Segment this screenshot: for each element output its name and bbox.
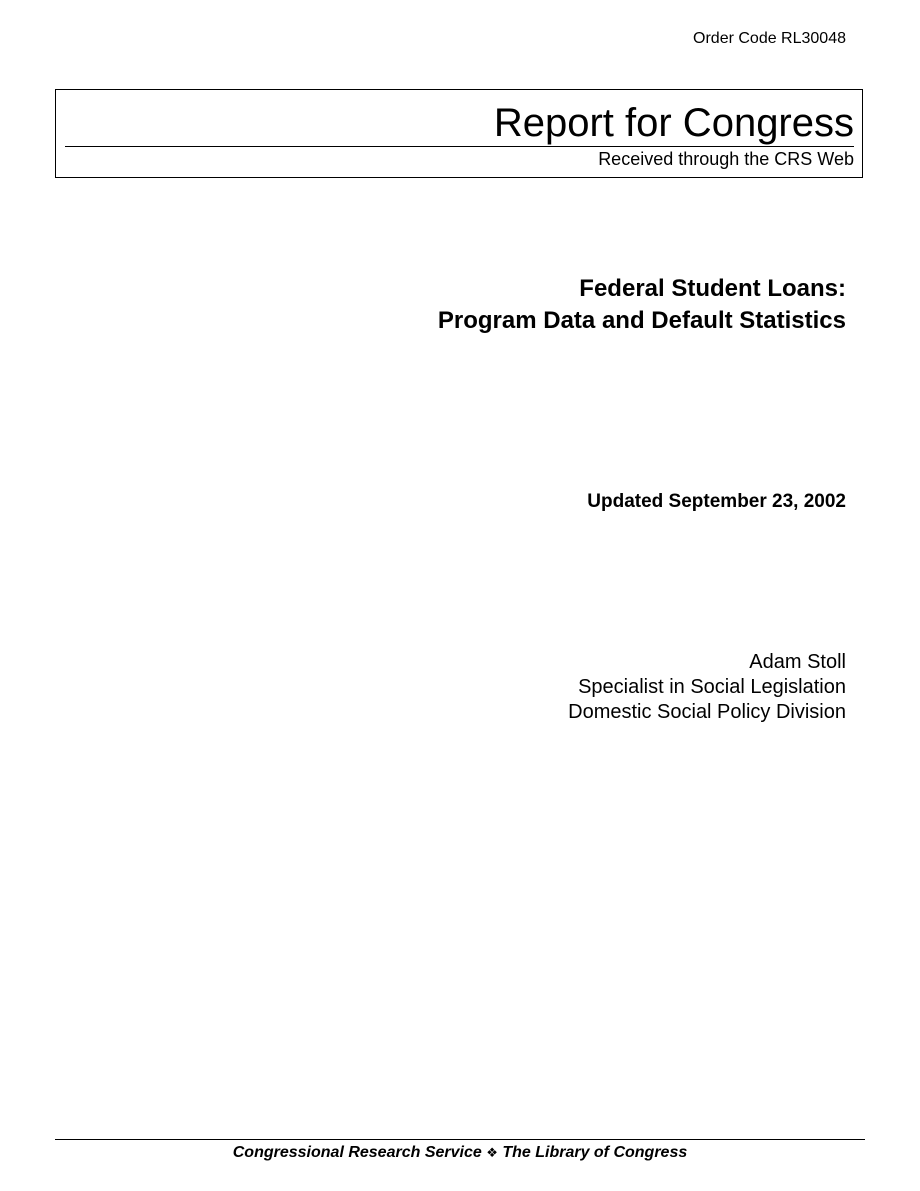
banner-divider xyxy=(65,146,854,147)
author-position: Specialist in Social Legislation xyxy=(578,676,846,698)
diamond-separator-icon: ❖ xyxy=(486,1146,498,1161)
document-title-line-1: Federal Student Loans: xyxy=(579,275,846,302)
author-name: Adam Stoll xyxy=(749,651,846,673)
document-title xyxy=(438,273,846,337)
updated-date: Updated September 23, 2002 xyxy=(587,491,846,512)
footer-organization: Congressional Research Service xyxy=(232,1144,482,1161)
document-title-line-2: Program Data and Default Statistics xyxy=(437,307,846,334)
report-banner xyxy=(55,89,863,178)
footer-divider xyxy=(55,1139,865,1140)
banner-title: Report for Congress xyxy=(493,101,854,145)
footer-library: The Library of Congress xyxy=(502,1144,688,1161)
order-code: Order Code RL30048 xyxy=(693,30,846,47)
author-division: Domestic Social Policy Division xyxy=(568,701,846,723)
banner-subtitle: Received through the CRS Web xyxy=(598,149,854,169)
footer xyxy=(55,1143,865,1164)
author-block xyxy=(568,650,846,725)
